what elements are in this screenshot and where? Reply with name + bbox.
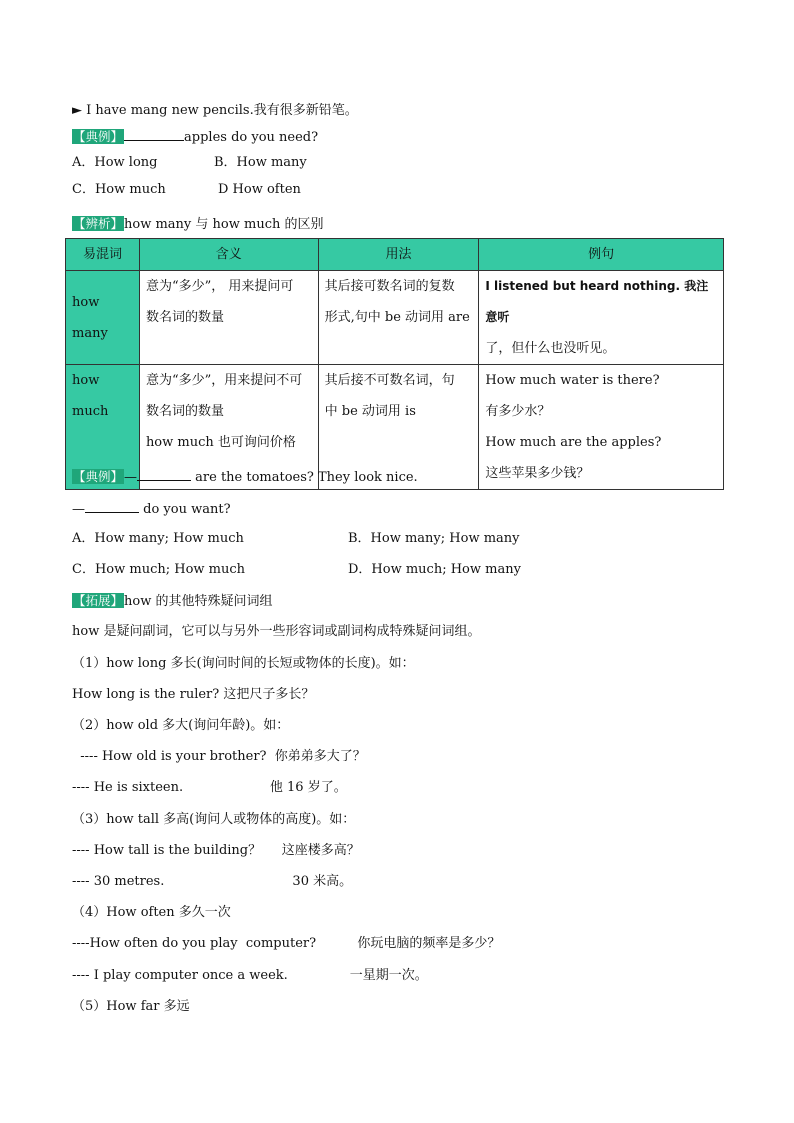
usage-cell [318, 271, 479, 365]
analysis-heading [72, 215, 323, 234]
analysis-tag: 【辨析】 [73, 216, 124, 231]
question-text: are the tomatoes? They look nice. [195, 470, 418, 485]
option-c: C．How much; How much [72, 562, 246, 577]
extension-tag: 【拓展】 [73, 593, 124, 608]
question-text: apples do you need? [184, 130, 319, 145]
header-cell: 易混词 [66, 239, 140, 271]
cell-line: 有多少水？ [485, 404, 551, 419]
cell-line: How much are the apples? [485, 435, 662, 450]
example2-line2 [72, 499, 231, 519]
table-header-row [66, 239, 724, 271]
option-c: C．How much [72, 182, 166, 197]
answer-blank [137, 467, 191, 481]
dash: — [72, 502, 85, 517]
option-a: A．How many; How much [72, 531, 244, 546]
question-text: do you want? [143, 502, 231, 517]
extension-line: how 是疑问副词，它可以与另外一些形容词或副词构成特殊疑问词组。 [72, 624, 481, 639]
option-d: D．How much; How many [348, 562, 521, 577]
extension-title: how 的其他特殊疑问词组 [124, 594, 273, 609]
example-cell [479, 271, 724, 365]
extension-line: ---- He is sixteen. 他 16 岁了。 [72, 780, 347, 795]
extension-line: （4）How often 多久一次 [72, 905, 231, 920]
cell-line: 数名词的数量 [145, 310, 224, 325]
option-d: D How often [218, 182, 301, 197]
table-row [66, 271, 724, 365]
example1-question [72, 127, 318, 147]
extension-heading [72, 592, 272, 611]
comparison-table [65, 238, 724, 490]
answer-blank [85, 499, 139, 513]
extension-line: （5）How far 多远 [72, 999, 190, 1014]
cell-line: I listened but heard nothing. 我注意听 [485, 279, 709, 324]
option-b: B．How many; How many [348, 531, 520, 546]
cell-line: 意为“多少”， 用来提问可 [145, 279, 294, 294]
option-a: A．How long [72, 155, 158, 170]
cell-line: 其后接可数名词的复数 [324, 279, 455, 294]
extension-line: （3）how tall 多高(询问人或物体的高度)。如： [72, 812, 356, 827]
cell-line: how much 也可询问价格 [145, 435, 296, 450]
cell-line: 中 be 动词用 is [324, 404, 416, 419]
extension-line: （2）how old 多大(询问年龄)。如： [72, 718, 290, 733]
extension-line: （1）how long 多长(询问时间的长短或物体的长度)。如： [72, 656, 415, 671]
header-cell: 例句 [479, 239, 724, 271]
cell-line: 形式,句中 be 动词用 are [324, 310, 470, 325]
example-tag: 【典例】 [73, 469, 124, 484]
cell-line: 数名词的数量 [145, 404, 224, 419]
cell-line: 其后接不可数名词，句 [324, 373, 455, 388]
example-tag: 【典例】 [73, 129, 124, 144]
cell-line: 这些苹果多少钱？ [485, 466, 590, 481]
option-b: B．How many [214, 155, 307, 170]
answer-blank [124, 127, 184, 141]
header-cell: 用法 [318, 239, 479, 271]
extension-line: ---- I play computer once a week. 一星期一次。 [72, 968, 428, 983]
analysis-title: how many 与 how much 的区别 [124, 217, 324, 232]
word-cell: how many [66, 271, 140, 365]
extension-line: ----How often do you play computer? 你玩电脑的频率是多少？ [72, 936, 501, 951]
extension-line: ---- 30 metres. 30 米高。 [72, 874, 353, 889]
header-cell: 含义 [139, 239, 318, 271]
cell-line: 意为“多少”，用来提问不可 [145, 373, 303, 388]
meaning-cell [139, 271, 318, 365]
example-cell [479, 365, 724, 490]
extension-line: ---- How old is your brother? 你弟弟多大了？ [72, 749, 366, 764]
example2-line1 [72, 467, 418, 487]
cell-line: How much water is there? [485, 373, 660, 388]
extension-line: How long is the ruler? 这把尺子多长？ [72, 687, 315, 702]
word-cell: how much [66, 365, 140, 490]
dash: — [124, 470, 138, 485]
cell-line: 了，但什么也没听见。 [485, 341, 616, 356]
extension-line: ---- How tall is the building？ 这座楼多高？ [72, 843, 360, 858]
intro-sentence: ► I have mang new pencils.我有很多新铅笔。 [72, 103, 358, 118]
